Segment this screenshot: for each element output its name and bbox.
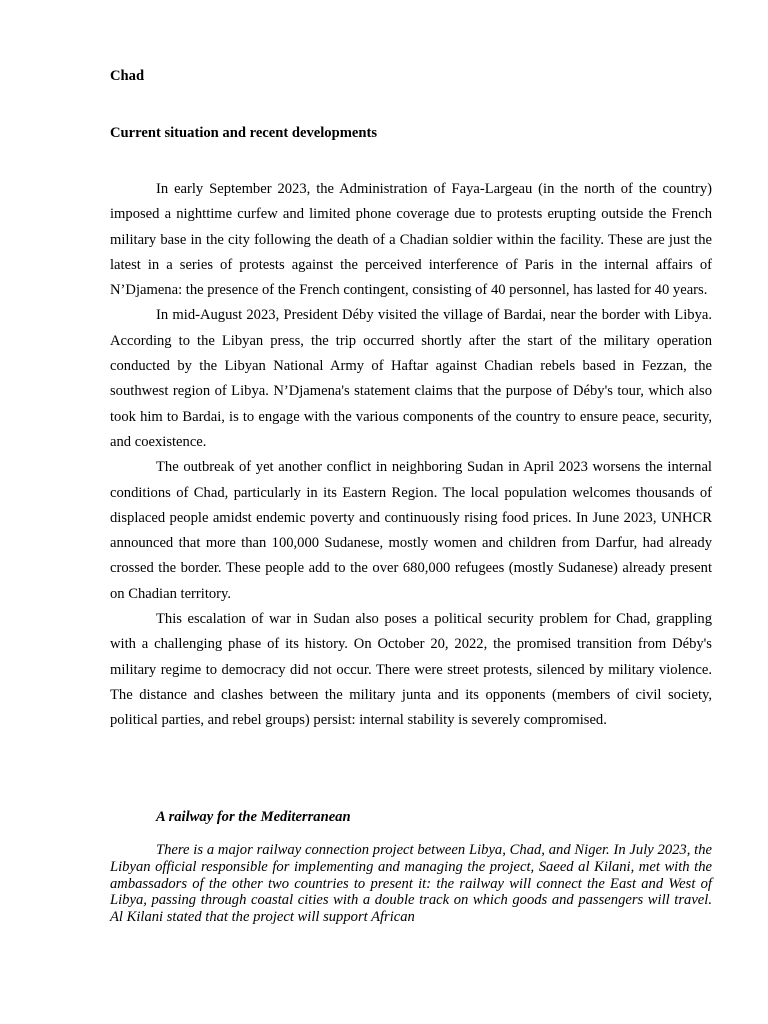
paragraph-2: In mid-August 2023, President Déby visited the village of Bardai, near the border with Libya. According to the Libyan press, the trip occurred shortly after the start of the military operation conducted by the Libyan National Army of Haftar against Chadian rebels based in Fezzan, the southwest region of Libya. N’Djamena's statement claims that the purpose of Déby's tour, which also took him to Bardai, is to engage with the various components of the country to ensure peace, security, and coexistence. — [110, 307, 712, 450]
body-text — [110, 177, 712, 734]
paragraph-3: The outbreak of yet another conflict in neighboring Sudan in April 2023 worsens the internal conditions of Chad, particularly in its Eastern Region. The local population welcomes thousands of displaced people amidst endemic poverty and continuously rising food prices. In June 2023, UNHCR announced that more than 100,000 Sudanese, mostly women and children from Darfur, had already crossed the border. These people add to the over 680,000 refugees (mostly Sudanese) already present on Chadian territory. — [110, 459, 712, 602]
paragraph-1: In early September 2023, the Administration of Faya-Largeau (in the north of the country) imposed a nighttime curfew and limited phone coverage due to protests erupting outside the French military base in the city following the death of a Chadian soldier within the facility. These are just the latest in a series of protests against the perceived interference of Paris in the internal affairs of N’Djamena: the presence of the French contingent, consisting of 40 personnel, has lasted for 40 years. — [110, 181, 712, 299]
italic-paragraph: There is a major railway connection project between Libya, Chad, and Niger. In July 2023, the Libyan official responsible for implementing and managing the project, Saeed al Kilani, met with the ambassadors of the other two countries to present it: the railway will connect the East and West of Libya, passing through coastal cities with a double track on which goods and passengers will travel. Al Kilani stated that the project will support African — [110, 842, 712, 926]
italic-section — [110, 842, 712, 926]
paragraph-4: This escalation of war in Sudan also poses a political security problem for Chad, grappling with a challenging phase of its history. On October 20, 2022, the promised transition from Déby's military regime to democracy did not occur. There were street protests, silenced by military violence. The distance and clashes between the military junta and its opponents (members of civil society, political parties, and rebel groups) persist: internal stability is severely compromised. — [110, 611, 712, 729]
document-title: Chad — [110, 68, 145, 84]
subheading: A railway for the Mediterranean — [156, 809, 351, 825]
section-heading: Current situation and recent developments — [110, 125, 378, 141]
